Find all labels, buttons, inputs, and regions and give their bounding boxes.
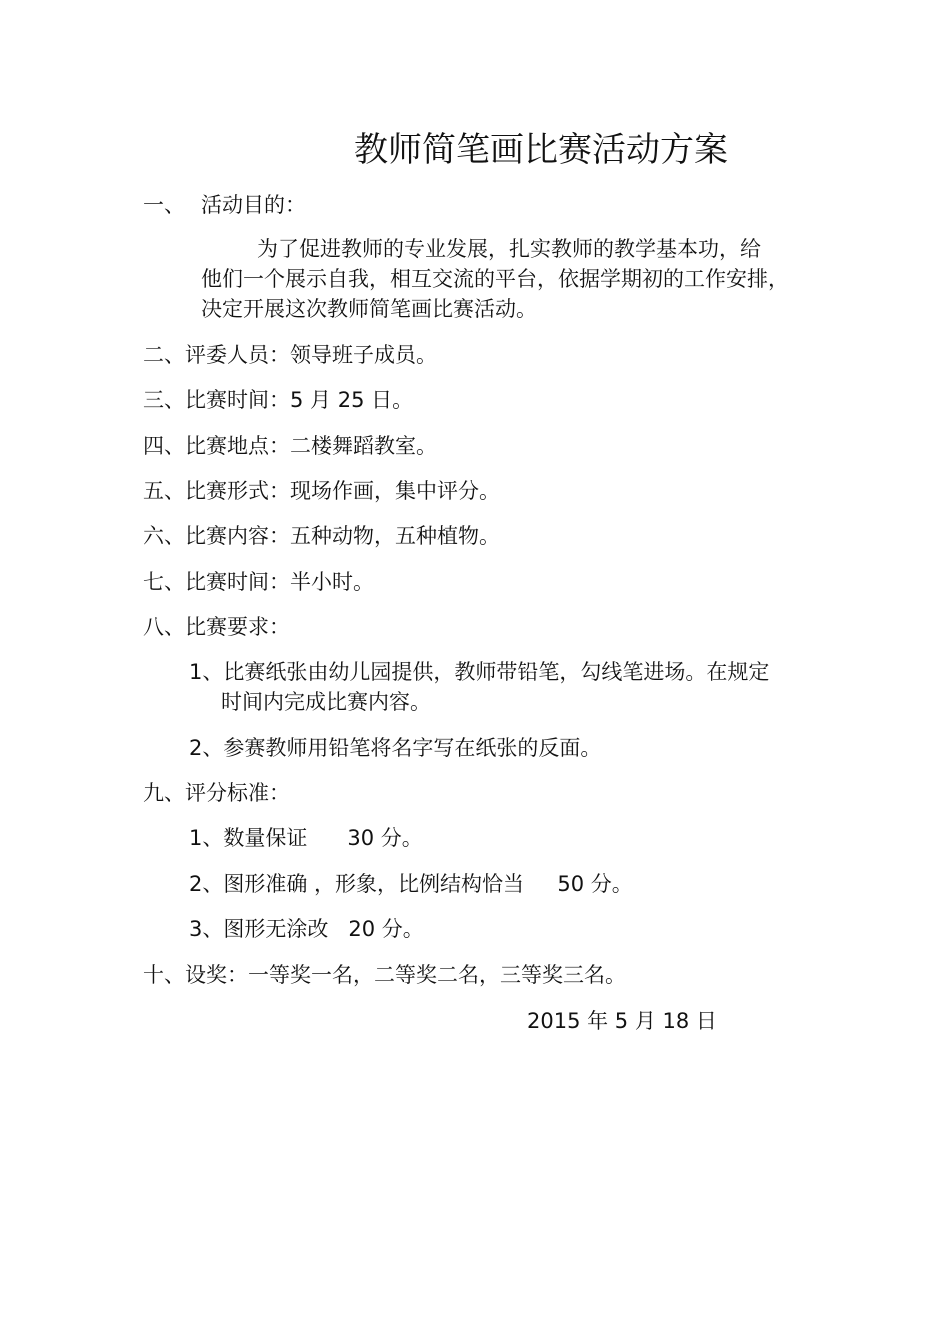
section-1-paragraph-line-2: 他们一个展示自我，相互交流的平台，依据学期初的工作安排， <box>201 267 789 291</box>
section-4: 四、比赛地点：二楼舞蹈教室。 <box>143 434 437 458</box>
section-9-item-3: 3、图形无涂改 20 分。 <box>189 917 424 941</box>
section-1-paragraph-line-3: 决定开展这次教师简笔画比赛活动。 <box>201 297 537 321</box>
section-7: 七、比赛时间：半小时。 <box>143 570 374 594</box>
section-5: 五、比赛形式：现场作画，集中评分。 <box>143 479 500 503</box>
section-8-item-1-line-1: 1、比赛纸张由幼儿园提供，教师带铅笔，勾线笔进场。在规定 <box>189 660 770 684</box>
section-8-item-1-line-2: 时间内完成比赛内容。 <box>221 690 431 714</box>
section-6: 六、比赛内容：五种动物，五种植物。 <box>143 524 500 548</box>
section-2: 二、评委人员：领导班子成员。 <box>143 343 437 367</box>
section-1-paragraph-line-1: 为了促进教师的专业发展，扎实教师的教学基本功，给 <box>257 237 761 261</box>
section-1-number: 一、 <box>143 193 185 217</box>
section-9-item-1: 1、数量保证 30 分。 <box>189 826 423 850</box>
section-1-heading: 活动目的： <box>201 193 306 217</box>
section-9-heading: 九、评分标准： <box>143 781 290 805</box>
section-8-item-2: 2、参赛教师用铅笔将名字写在纸张的反面。 <box>189 736 602 760</box>
page-title: 教师简笔画比赛活动方案 <box>354 130 728 170</box>
document-date: 2015 年 5 月 18 日 <box>527 1009 717 1033</box>
section-3: 三、比赛时间：5 月 25 日。 <box>143 388 414 412</box>
section-8-heading: 八、比赛要求： <box>143 615 290 639</box>
section-9-item-2: 2、图形准确 ，形象，比例结构恰当 50 分。 <box>189 872 633 896</box>
section-10: 十、设奖：一等奖一名，二等奖二名，三等奖三名。 <box>143 963 626 987</box>
